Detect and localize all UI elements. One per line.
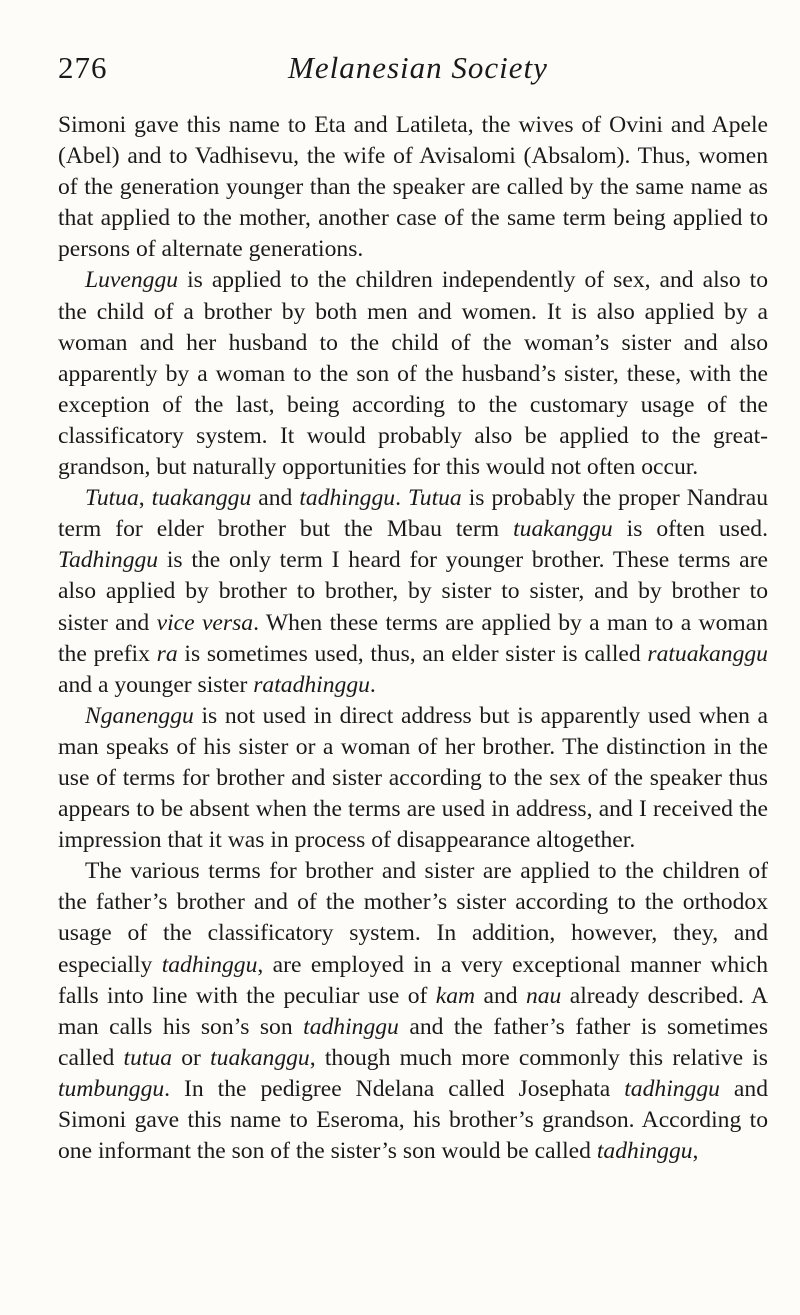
italic-term: tuakanggu	[151, 485, 252, 512]
paragraph	[58, 701, 768, 856]
text-run: is sometimes used, thus, an elder sister is called	[177, 640, 648, 667]
paragraph	[58, 483, 768, 701]
italic-term: nau	[525, 982, 562, 1009]
text-run: . When these terms are applied by a man to a woman the prefix	[58, 609, 768, 667]
paragraph	[58, 856, 768, 1167]
running-head	[58, 50, 768, 98]
text-run: is often used.	[612, 516, 768, 543]
text-run: .	[369, 671, 376, 698]
italic-term: vice versa	[156, 609, 254, 636]
text-run: , though much more commonly this relative is	[309, 1044, 768, 1071]
italic-term: tadhinggu	[303, 1013, 399, 1040]
text-run: is applied to the children independently of sex, and also to the child of a brother by both men and women. It is also applied by a woman and her husband to the child of the woman’s sister and also apparently by a woman to the son of the husband’s sister, these, with the exception of the last, being according to the customary usage of the classificatory system. It would probably also be applied to the great-grandson, but naturally opportunities for this would not often occur.	[58, 267, 768, 481]
paragraph	[58, 265, 768, 483]
italic-term: Tutua	[85, 485, 139, 512]
italic-term: Tadhinggu	[58, 547, 159, 574]
text-run: is the only term I heard for younger brother. These terms are also applied by brother to brother, by sister to sister, and by brother to sister and	[58, 547, 768, 636]
text-run: The various terms for brother and sister are applied to the children of the father’s brother and of the mother’s sister according to the orthodox usage of the classificatory system. In addition, however, they, and especially	[58, 858, 768, 978]
text-run: Simoni gave this name to Eta and Latileta, the wives of Ovini and Apele (Abel) and to Vadhisevu, the wife of Avisalomi (Absalom). Thus, women of the generation younger than the speaker are called by the same name as that applied to the mother, another case of the same term being applied to persons of alternate generations.	[58, 112, 768, 263]
italic-term: kam	[435, 982, 476, 1009]
italic-term: ratadhinggu	[253, 671, 370, 698]
text-run: and the father’s father is sometimes called	[58, 1013, 768, 1071]
text-run: is not used in direct address but is apparently used when a man speaks of his sister or a woman of her brother. The distinction in the use of terms for brother and sister according to the sex of the speaker thus appears to be absent when the terms are used in address, and I received the impression that it was in process of disappearance altogether.	[58, 702, 768, 854]
book-page	[58, 50, 768, 1167]
text-run: .	[395, 485, 408, 512]
text-run: . In the pedigree Ndelana called Josephata	[164, 1075, 625, 1102]
text-run: and	[251, 485, 300, 512]
page-number: 276	[58, 50, 108, 85]
italic-term: tumbunggu	[58, 1075, 165, 1102]
paragraph	[58, 110, 768, 265]
italic-term: Luvenggu	[85, 267, 179, 294]
text-run: and	[475, 982, 526, 1009]
text-run: and a younger sister	[58, 671, 254, 698]
text-run: already described. A man calls his son’s son	[58, 982, 769, 1040]
text-run: ,	[692, 1138, 699, 1165]
italic-term: tuakanggu	[513, 516, 613, 543]
italic-term: ra	[156, 640, 178, 667]
body-text	[58, 110, 768, 1167]
text-run: , are employed in a very exceptional manner which falls into line with the peculiar use of	[58, 951, 768, 1009]
italic-term: Nganenggu	[85, 702, 194, 729]
italic-term: tadhinggu	[624, 1075, 720, 1102]
italic-term: tadhinggu	[596, 1138, 693, 1165]
italic-term: tutua	[123, 1044, 173, 1071]
italic-term: tadhinggu	[161, 951, 258, 978]
running-title: Melanesian Society	[288, 50, 548, 85]
text-run: ,	[138, 485, 152, 512]
italic-term: tuakanggu	[210, 1044, 310, 1071]
text-run: and Simoni gave this name to Eseroma, his brother’s grandson. According to one informant the son of the sister’s son would be called	[58, 1075, 768, 1165]
text-run: is probably the proper Nandrau term for elder brother but the Mbau term	[58, 485, 768, 543]
text-run: or	[172, 1044, 211, 1071]
italic-term: ratuakanggu	[647, 640, 768, 667]
italic-term: Tutua	[407, 485, 462, 512]
italic-term: tadhinggu	[299, 485, 396, 512]
